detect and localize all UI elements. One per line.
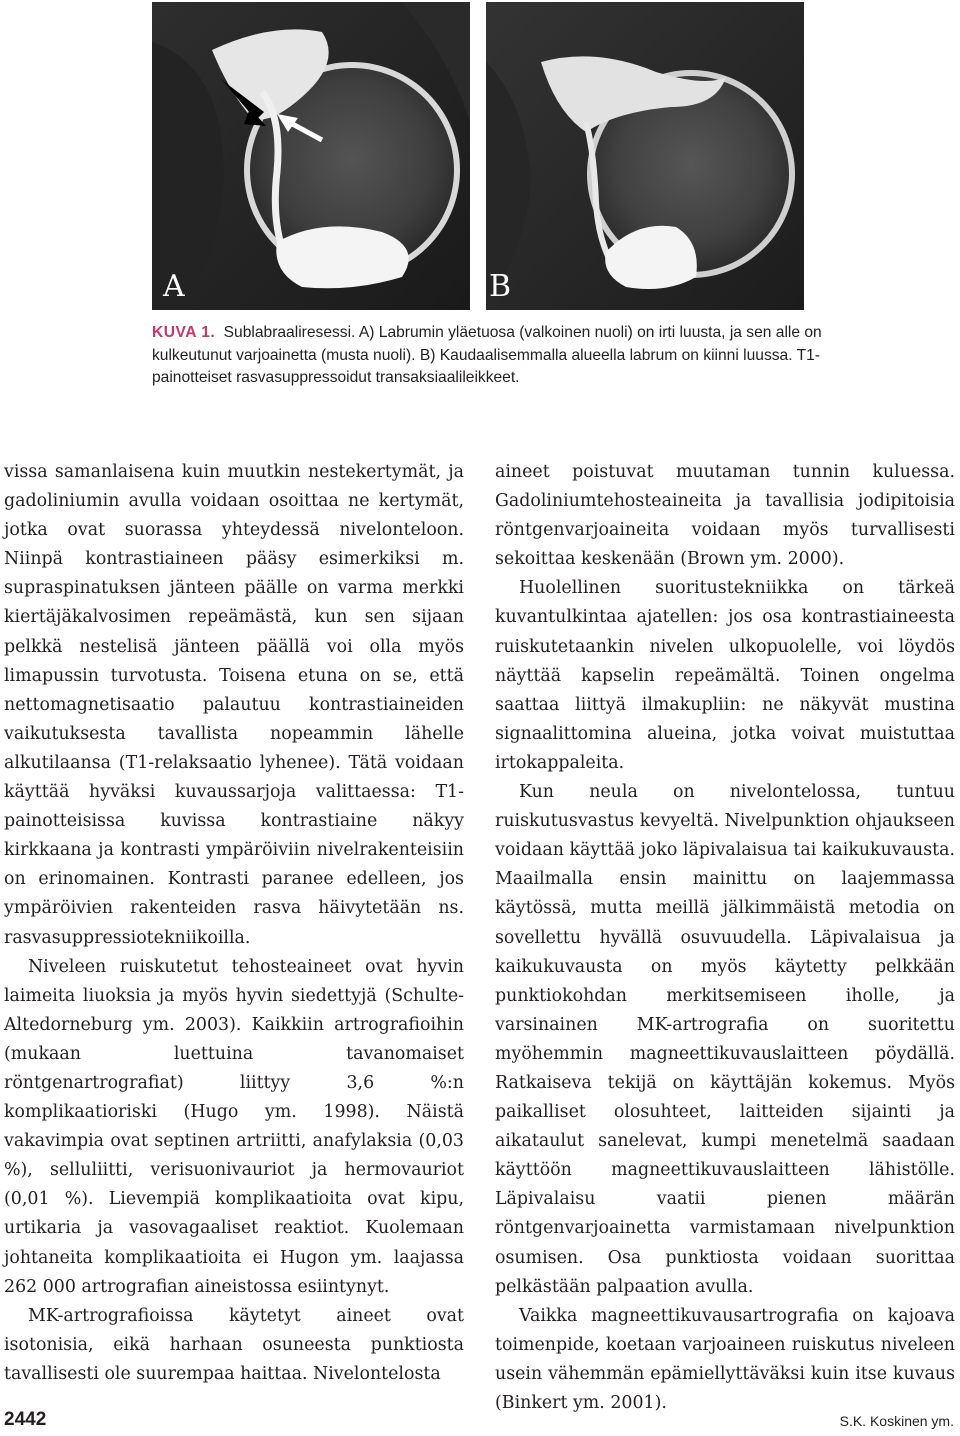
left-paragraph-3: MK-artrografioissa käytetyt aineet ovat isotonisia, eikä harhaan osuneesta punktiosta tavallisesti ole suurempaa haittaa. Nivelontelosta	[4, 1305, 464, 1384]
right-paragraph-3: Kun neula on nivelontelossa, tuntuu ruiskutusvastus kevyeltä. Nivelpunktion ohjaukseen voidaan käyttää joko läpivalaisua tai kaikukuvausta. Maailmalla ensin mainittu on laajemmassa käytössä, mutta meillä jälkimmäistä metodia on sovellettu hyvällä osuvuudella. Läpivalaisua ja kaikukuvausta on myös käytetty pelkkään punktiokohdan merkitsemiseen iholle, ja varsinainen MK-artrografia on suoritettu myöhemmin magneettikuvauslaitteen pöydällä. Ratkaiseva tekijä on käyttäjän kokemus. Myös paikalliset olosuhteet, laitteiden sijainti ja aikataulut sanelevat, kumpi menetelmä saadaan käyttöön magneettikuvauslaitteen lähistölle. Läpivalaisu vaatii pienen määrän röntgenvarjoainetta varmistamaan nivelpunktion osumisen. Osa punktiosta voidaan suorittaa pelkästään palpaation avulla.	[495, 782, 955, 1297]
left-paragraph-1: vissa samanlaisena kuin muutkin nestekertymät, ja gadoliniumin avulla voidaan osoittaa ne kertymät, jotka ovat suorassa yhteydessä nivelonteloon. Niinpä kontrastiaineen pääsy esimerkiksi m. supraspinatuksen jänteen päälle on varma merkki kiertäjäkalvosimen repeämästä, kun sen sijaan pelkkä nestelisä jänteen päällä voi olla myös limapussin turvotusta. Toisena etuna on se, että nettomagnetisaatio palautuu kontrastiaineiden vaikutuksesta tavallista nopeammin lähelle alkutilaansa (T1-relaksaatio lyhenee). Tätä voidaan käyttää hyväksi kuvaussarjoja valittaessa: T1-painotteisissa kuvissa kontrastiaine näkyy kirkkaana ja kontrasti ympäröiviin nivelrakenteisiin on erinomainen. Kontrasti paranee edelleen, jos ympäröivien rakenteiden rasva häivytetään ns. rasvasuppressiotekniikoilla.	[4, 462, 464, 948]
right-column	[495, 458, 955, 1418]
caption-text: Sublabraaliresessi. A) Labrumin yläetuosa (valkoinen nuoli) on irti luusta, ja sen alle on kulkeutunut varjoainetta (musta nuoli). B) Kaudaalisemmalla alueella labrum on kiinni luussa. T1-painotteiset rasvasuppressoidut transaksiaalileikkeet.	[152, 324, 822, 386]
panel-label-b: B	[489, 269, 512, 304]
mri-image-b-graphic	[486, 2, 804, 310]
caption-label: KUVA 1.	[152, 324, 216, 341]
right-paragraph-1: aineet poistuvat muutaman tunnin kuluessa. Gadoliniumtehosteaineita ja tavallisia jodipitoisia röntgenvarjoaineita voidaan myös turvallisesti sekoittaa keskenään (Brown ym. 2000).	[495, 462, 955, 570]
author-footer: S.K. Koskinen ym.	[839, 1413, 954, 1429]
mri-image-a-graphic	[152, 2, 470, 310]
right-paragraph-2: Huolellinen suoritustekniikka on tärkeä kuvantulkintaa ajatellen: jos osa kontrastiaineesta ruiskutetaankin nivelen ulkopuolelle, voi löydös näyttää kapselin repeämältä. Toinen ongelma saattaa liittyä ilmakupliin: ne näkyvät mustina signaalittomina alueina, jotka voivat muistuttaa irtokappaleita.	[495, 578, 955, 773]
page-number: 2442	[4, 1409, 47, 1430]
panel-label-a: A	[163, 269, 185, 304]
right-paragraph-4: Vaikka magneettikuvausartrografia on kajoava toimenpide, koetaan varjoaineen ruiskutus niveleen usein vähemmän epämiellyttäväksi kuin itse kuvaus (Binkert ym. 2001).	[495, 1305, 955, 1413]
mri-image-a	[152, 2, 470, 310]
figure-caption	[152, 322, 824, 390]
left-column	[4, 458, 464, 1389]
left-paragraph-2: Niveleen ruiskutetut tehosteaineet ovat hyvin laimeita liuoksia ja myös hyvin siedettyjä (Schulte-Altedorneburg ym. 2003). Kaikkiin artrografioihin (mukaan luettuina tavanomaiset röntgenartrografiat) liittyy 3,6 %:n komplikaatioriski (Hugo ym. 1998). Näistä vakavimpia ovat septinen artriitti, anafylaksia (0,03 %), selluliitti, verisuonivauriot ja hermovauriot (0,01 %). Lievempiä komplikaatioita ovat kipu, urtikaria ja vasovagaaliset reaktiot. Kuolemaan johtaneita komplikaatioita ei Hugon ym. laajassa 262 000 artrografian aineistossa esiintynyt.	[4, 956, 464, 1297]
mri-image-b	[486, 2, 804, 310]
